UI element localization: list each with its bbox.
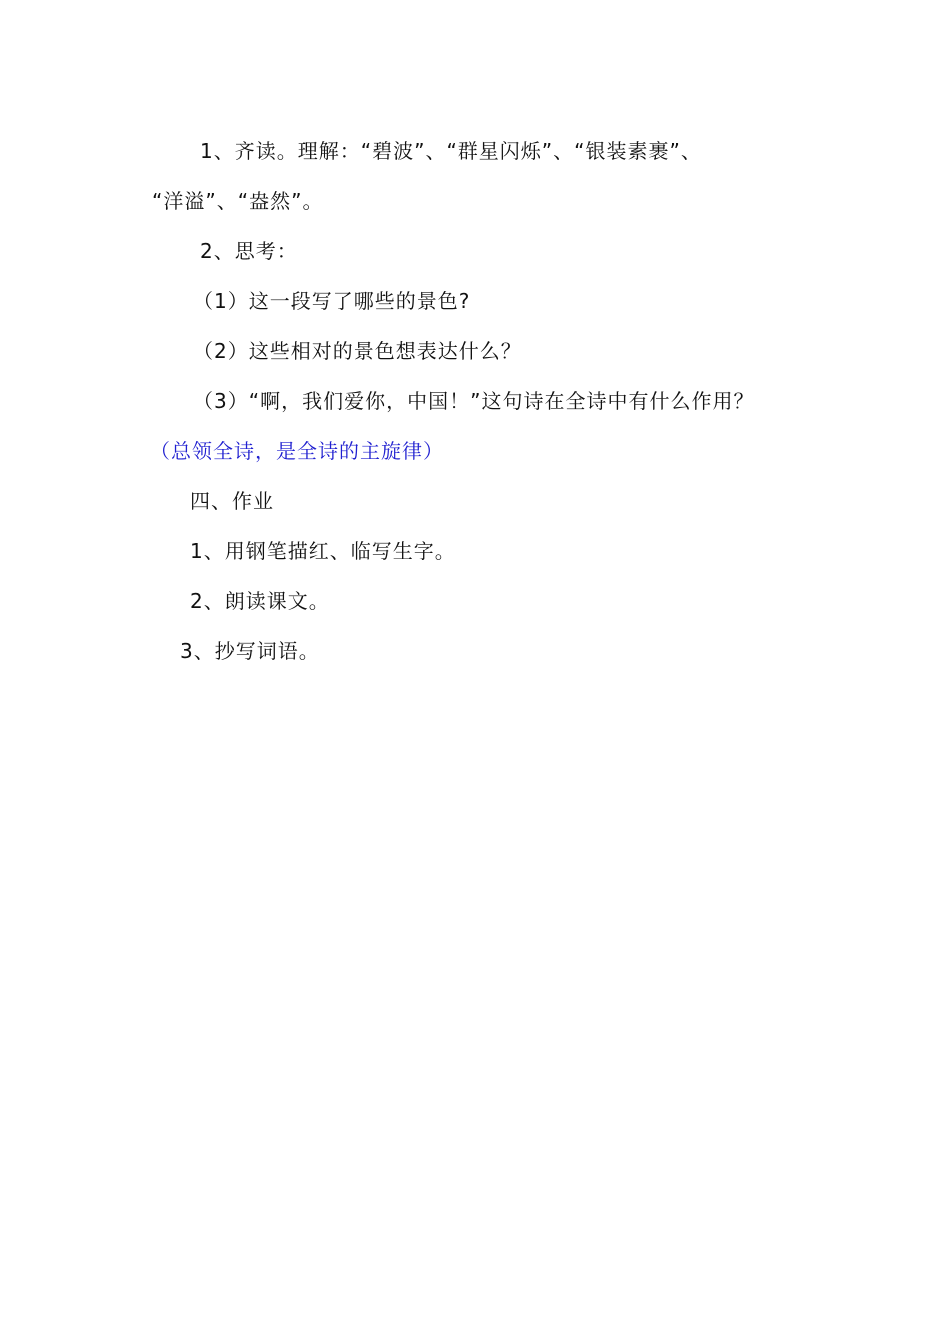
homework-item-1: 1、用钢笔描红、临写生字。 (190, 539, 456, 563)
homework-item-3: 3、抄写词语。 (180, 639, 320, 663)
task-1-read-aloud: 1、齐读。理解：“碧波”、“群星闪烁”、“银装素裹”、 (200, 139, 702, 163)
question-3: （3）“啊，我们爱你，中国！”这句诗在全诗中有什么作用？ (193, 389, 755, 413)
question-3-answer: （总领全诗，是全诗的主旋律） (150, 439, 444, 463)
task-2-think-heading: 2、思考： (200, 239, 298, 263)
question-1: （1）这一段写了哪些的景色? (193, 289, 471, 313)
task-1-vocabulary-continued: “洋溢”、“盎然”。 (152, 189, 324, 213)
section-homework-heading: 四、作业 (190, 489, 274, 513)
question-2: （2）这些相对的景色想表达什么？ (193, 339, 522, 363)
homework-item-2: 2、朗读课文。 (190, 589, 330, 613)
